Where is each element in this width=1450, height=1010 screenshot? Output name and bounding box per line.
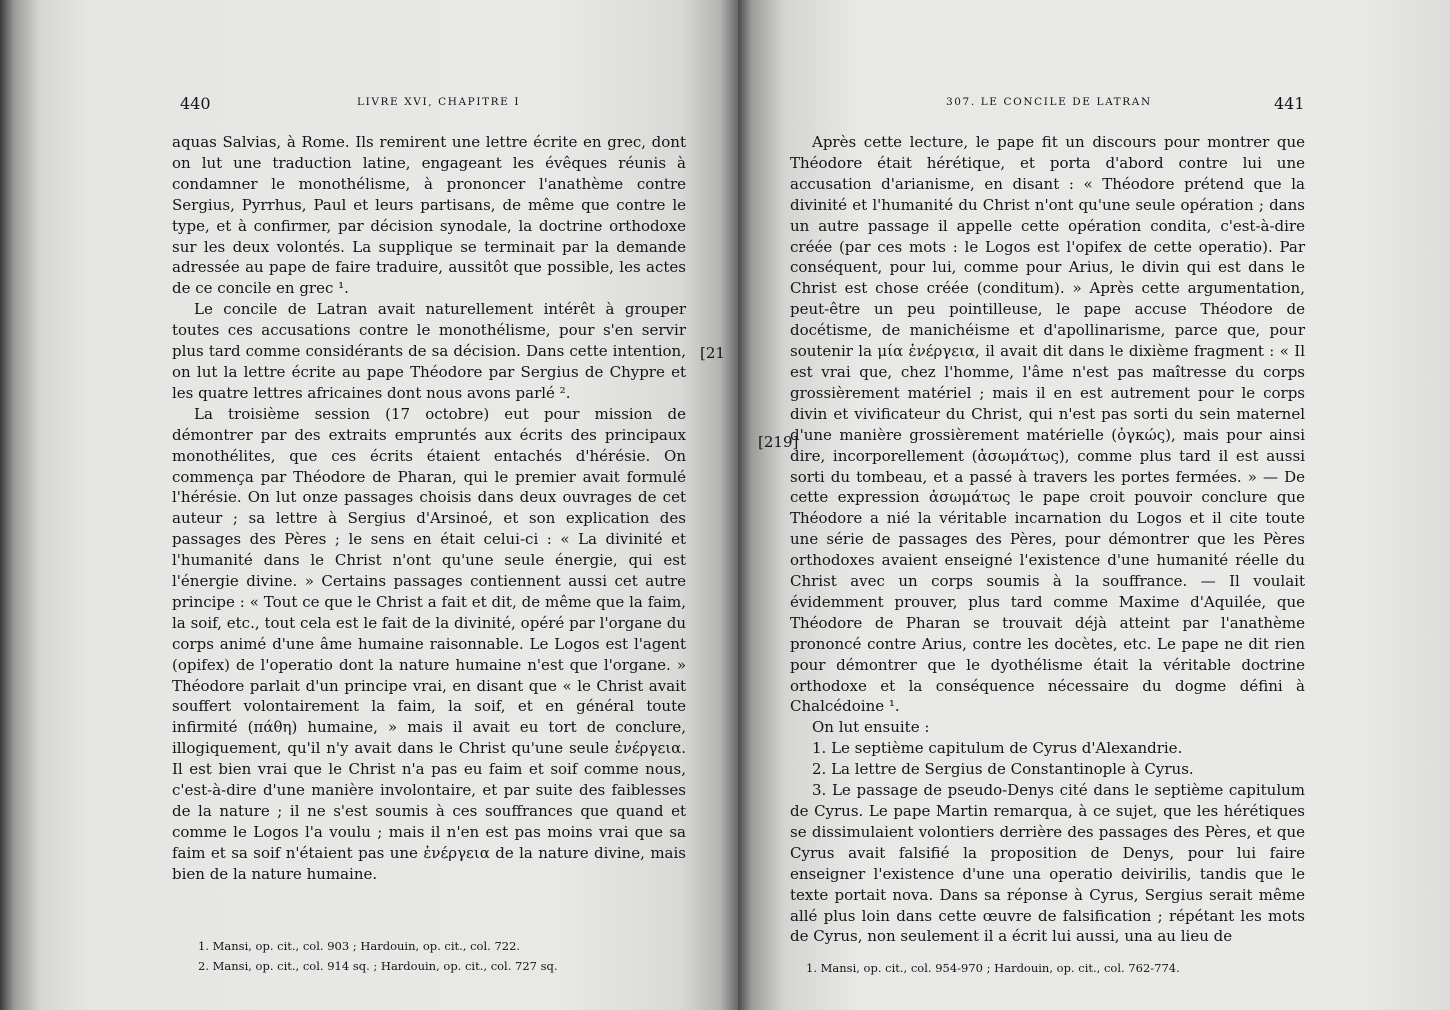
left-paragraph-1: aquas Salvias, à Rome. Ils remirent une lettre écrite en grec, dont on lut une traduction latine, engageant les évêques réunis à condamner le monothélisme, à prononcer l'anathème contre Sergius, Pyrrhus, Paul et leurs partisans, de même que contre le type, et à confirmer, par décision synodale, la doctrine orthodoxe sur les deux volontés. La supplique se terminait par la demande adressée au pape de faire traduire, aussitôt que possible, les actes de ce concile en grec ¹.: [172, 133, 686, 298]
right-paragraph-2: On lut ensuite :: [812, 718, 930, 737]
page-number-right: 441: [1274, 94, 1305, 113]
right-footnote-1: 1. Mansi, op. cit., col. 954-970 ; Hardouin, op. cit., col. 762-774.: [806, 961, 1180, 975]
margin-note-219: [219]: [758, 433, 799, 451]
right-list-item-3: 3. Le passage de pseudo-Denys cité dans le septième capitulum de Cyrus. Le pape Martin remarqua, à ce sujet, que les hérétiques se dissimulaient volontiers derrière des passages des Pères, et que Cyrus avait falsifié la proposition de Denys, pour lui faire enseigner l'existence d'une una operatio deivirilis, tandis que le texte portait nova. Dans sa réponse à Cyrus, Sergius serait même allé plus loin dans cette œuvre de falsification ; répétant les mots de Cyrus, non seulement il a écrit lui aussi, una au lieu de: [790, 781, 1305, 946]
left-paragraph-3: La troisième session (17 octobre) eut pour mission de démontrer par des extraits empruntés aux écrits des principaux monothélites, que ces écrits étaient entachés d'hérésie. On commença par Théodore de Pharan, qui le premier avait formulé l'hérésie. On lut onze passages choisis dans deux ouvrages de cet auteur ; sa lettre à Sergius d'Arsinoé, et son explication des passages des Pères ; le sens en était celui-ci : « La divinité et l'humanité dans le Christ n'ont qu'une seule énergie, qui est l'énergie divine. » Certains passages contiennent aussi cet autre principe : « Tout ce que le Christ a fait et dit, de même que la faim, la soif, etc., tout cela est le fait de la divinité, opéré par l'organe du corps animé d'une âme humaine raisonnable. Le Logos est l'agent (opifex) de l'operatio dont la nature humaine n'est que l'organe. » Théodore parlait d'un principe vrai, en disant que « le Christ avait souffert volontairement la faim, la soif, et en général toute infirmité (πάθη) humaine, » mais il avait eu tort de conclure, illogiquement, qu'il n'y avait dans le Christ qu'une seule ἐνέργεια. Il est bien vrai que le Christ n'a pas eu faim et soif comme nous, c'est-à-dire d'une manière involontaire, et par suite des faiblesses de la nature ; il ne s'est soumis à ces souffrances que quand et comme le Logos l'a voulu ; mais il n'en est pas moins vrai que sa faim et sa soif n'étaient pas une ἐνέργεια de la nature divine, mais bien de la nature humaine.: [172, 404, 686, 883]
left-body-text: [172, 132, 686, 885]
right-list-item-2: 2. La lettre de Sergius de Constantinople à Cyrus.: [812, 760, 1194, 779]
left-footnotes: [186, 936, 686, 976]
margin-marker-left: [21: [700, 344, 725, 362]
right-list-item-1: 1. Le septième capitulum de Cyrus d'Alexandrie.: [812, 739, 1183, 758]
right-paragraph-1: Après cette lecture, le pape fit un discours pour montrer que Théodore était hérétique, et porta d'abord contre lui une accusation d'arianisme, en disant : « Théodore prétend que la divinité et l'humanité du Christ n'ont qu'une seule opération ; dans un autre passage il appelle cette opération condita, c'est-à-dire créée (par ces mots : le Logos est l'opifex de cette operatio). Par conséquent, pour lui, comme pour Arius, le divin qui est dans le Christ est chose créée (conditum). » Après cette argumentation, peut-être un peu pointilleuse, le pape accuse Théodore de docétisme, de manichéisme et d'apollinarisme, parce que, pour soutenir la μία ἐνέργεια, il avait dit dans le dixième fragment : « Il est vrai que, chez l'homme, l'âme n'est pas maîtresse du corps grossièrement matériel ; mais il en est autrement pour le corps divin et vivificateur du Christ, qui n'est pas sorti du sein maternel d'une manière grossièrement matérielle (ὀγκώς), mais pour ainsi dire, incorporellement (ἀσωμάτως), comme plus tard il est aussi sorti du tombeau, et a passé à travers les portes fermées. » — De cette expression ἀσωμάτως le pape croit pouvoir conclure que Théodore a nié la véritable incarnation du Logos et il cite toute une série de passages des Pères, pour démontrer que les Pères orthodoxes avaient enseigné l'existence d'une humanité réelle du Christ avec un corps soumis à la souffrance. — Il voulait évidemment prouver, plus tard comme Maxime d'Aquilée, que Théodore de Pharan se trouvait déjà atteint par l'anathème prononcé contre Arius, contre les docètes, etc. Le pape ne dit rien pour démontrer que le dyothélisme était la véritable doctrine orthodoxe et la conséquence nécessaire du dogme défini à Chalcédoine ¹.: [790, 133, 1305, 716]
left-footnote-2: 2. Mansi, op. cit., col. 914 sq. ; Hardouin, op. cit., col. 727 sq.: [198, 959, 558, 973]
left-paragraph-2: Le concile de Latran avait naturellement intérêt à grouper toutes ces accusations contre le monothélisme, pour s'en servir plus tard comme considérants de sa décision. Dans cette intention, on lut la lettre écrite au pape Théodore par Sergius de Chypre et les quatre lettres africaines dont nous avons parlé ².: [172, 300, 686, 402]
right-footnotes: [794, 958, 1304, 978]
page-number-left: 440: [180, 94, 211, 113]
left-footnote-1: 1. Mansi, op. cit., col. 903 ; Hardouin, op. cit., col. 722.: [198, 939, 521, 953]
right-page: [738, 0, 1450, 1010]
right-body-text: [790, 132, 1305, 947]
running-head-right: 307. LE CONCILE DE LATRAN: [946, 96, 1152, 108]
running-head-left: LIVRE XVI, CHAPITRE I: [357, 96, 521, 108]
